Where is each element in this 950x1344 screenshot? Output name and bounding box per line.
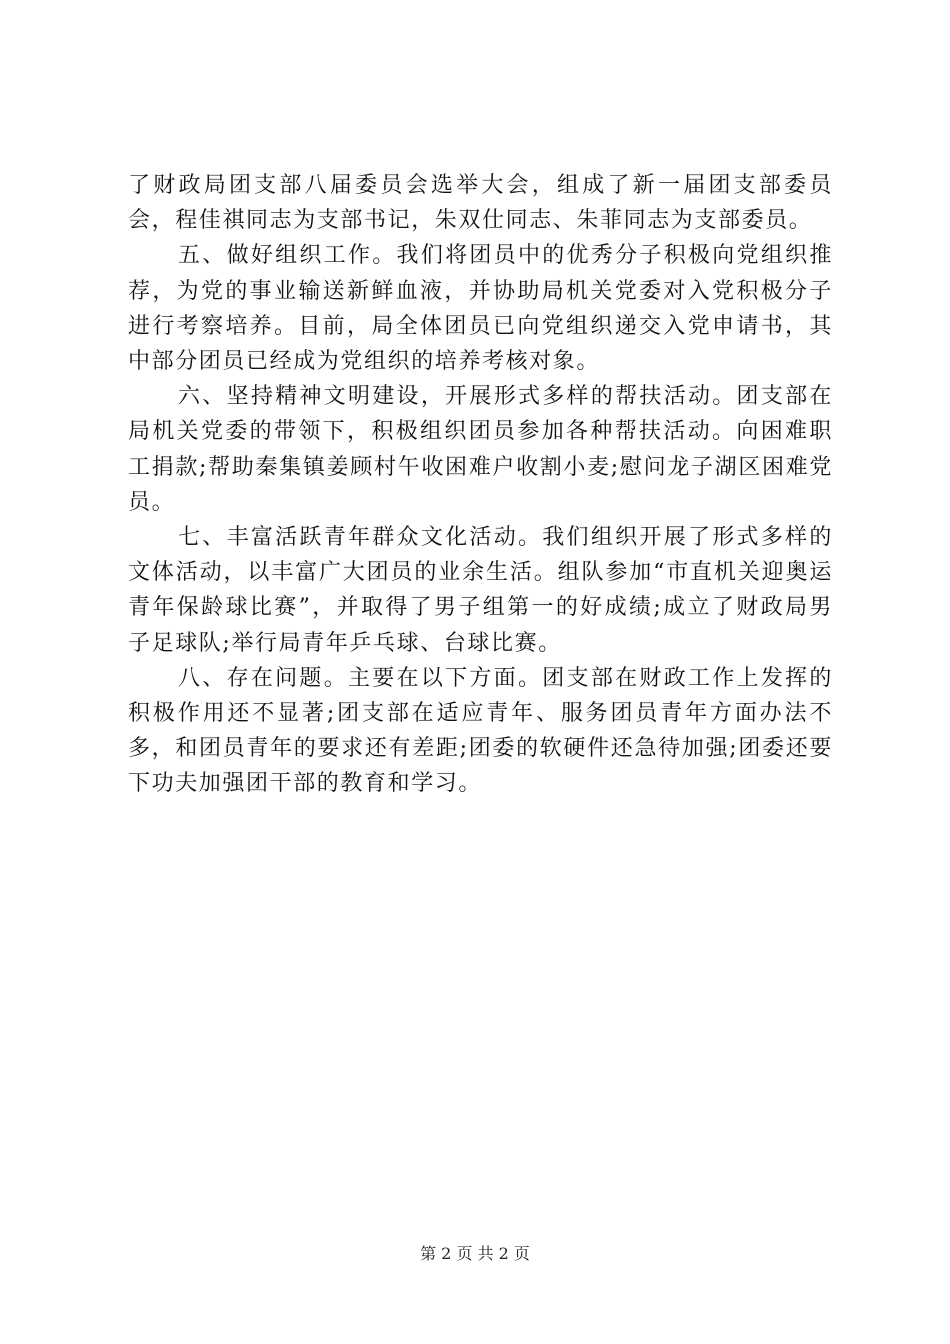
paragraph-section-6: 六、坚持精神文明建设，开展形式多样的帮扶活动。团支部在局机关党委的带领下，积极组织团员参加各种帮扶活动。向困难职工捐款;帮助秦集镇姜顾村午收困难户收割小麦;慰问龙子湖区困难党员。	[128, 384, 833, 515]
paragraph-section-5: 五、做好组织工作。我们将团员中的优秀分子积极向党组织推荐，为党的事业输送新鲜血液，并协助局机关党委对入党积极分子进行考察培养。目前，局全体团员已向党组织递交入党申请书，其中部分团员已经成为党组织的培养考核对象。	[128, 243, 833, 375]
paragraph-section-7: 七、丰富活跃青年群众文化活动。我们组织开展了形式多样的文体活动，以丰富广大团员的业余生活。组队参加“市直机关迎奥运青年保龄球比赛”，并取得了男子组第一的好成绩;成立了财政局男子足球队;举行局青年乒乓球、台球比赛。	[128, 525, 833, 656]
document-body	[128, 168, 833, 802]
paragraph-continuation: 了财政局团支部八届委员会选举大会，组成了新一届团支部委员会，程佳祺同志为支部书记，朱双仕同志、朱菲同志为支部委员。	[128, 173, 833, 234]
paragraph-section-8: 八、存在问题。主要在以下方面。团支部在财政工作上发挥的积极作用还不显著;团支部在适应青年、服务团员青年方面办法不多，和团员青年的要求还有差距;团委的软硬件还急待加强;团委还要下功夫加强团干部的教育和学习。	[128, 665, 833, 797]
page-number-footer: 第 2 页 共 2 页	[420, 1244, 530, 1263]
